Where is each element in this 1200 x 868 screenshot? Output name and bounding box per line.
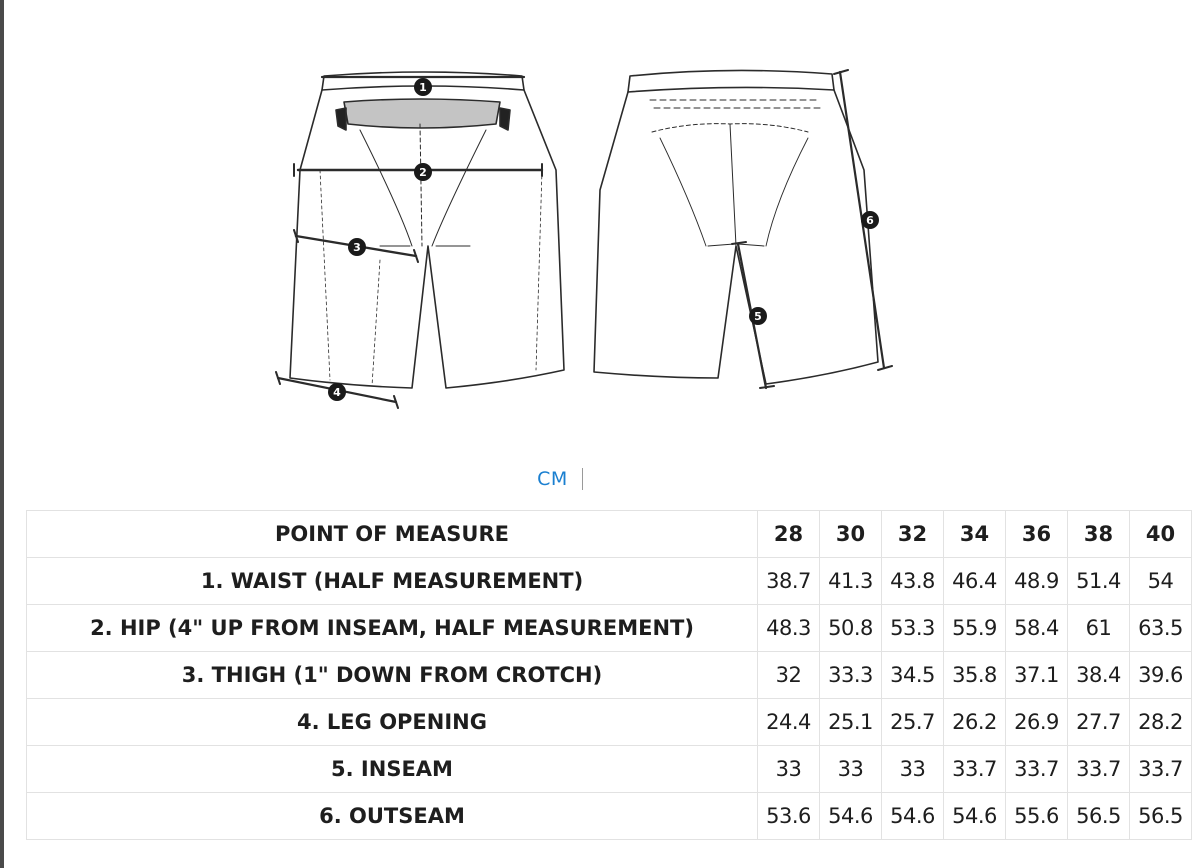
cell-value: 39.6 bbox=[1130, 652, 1192, 699]
header-size: 32 bbox=[882, 511, 944, 558]
cell-value: 54 bbox=[1130, 558, 1192, 605]
svg-text:5: 5 bbox=[754, 310, 762, 323]
cell-value: 38.4 bbox=[1068, 652, 1130, 699]
svg-text:3: 3 bbox=[353, 241, 361, 254]
row-label: 3. THIGH (1" DOWN FROM CROTCH) bbox=[27, 652, 758, 699]
marker-2 bbox=[414, 163, 432, 181]
cell-value: 51.4 bbox=[1068, 558, 1130, 605]
back-view-shorts bbox=[594, 70, 878, 384]
cell-value: 26.9 bbox=[1006, 699, 1068, 746]
unit-selector bbox=[0, 468, 1120, 490]
svg-text:4: 4 bbox=[333, 386, 341, 399]
cell-value: 38.7 bbox=[758, 558, 820, 605]
cell-value: 61 bbox=[1068, 605, 1130, 652]
cell-value: 27.7 bbox=[1068, 699, 1130, 746]
cell-value: 33.3 bbox=[820, 652, 882, 699]
table-row bbox=[27, 605, 1192, 652]
cell-value: 43.8 bbox=[882, 558, 944, 605]
cell-value: 54.6 bbox=[944, 793, 1006, 840]
cell-value: 35.8 bbox=[944, 652, 1006, 699]
header-size: 36 bbox=[1006, 511, 1068, 558]
cell-value: 33.7 bbox=[1130, 746, 1192, 793]
cell-value: 58.4 bbox=[1006, 605, 1068, 652]
marker-3 bbox=[348, 238, 366, 256]
row-label: 6. OUTSEAM bbox=[27, 793, 758, 840]
cell-value: 24.4 bbox=[758, 699, 820, 746]
cell-value: 33 bbox=[758, 746, 820, 793]
marker-4 bbox=[328, 383, 346, 401]
marker-5 bbox=[749, 307, 767, 325]
marker-1 bbox=[414, 78, 432, 96]
cell-value: 25.7 bbox=[882, 699, 944, 746]
cell-value: 50.8 bbox=[820, 605, 882, 652]
cell-value: 33.7 bbox=[1068, 746, 1130, 793]
cell-value: 33.7 bbox=[1006, 746, 1068, 793]
cell-value: 41.3 bbox=[820, 558, 882, 605]
header-size: 28 bbox=[758, 511, 820, 558]
shorts-measurement-diagram bbox=[260, 60, 940, 440]
header-size: 30 bbox=[820, 511, 882, 558]
marker-6 bbox=[861, 211, 879, 229]
cell-value: 26.2 bbox=[944, 699, 1006, 746]
header-size: 40 bbox=[1130, 511, 1192, 558]
size-chart-table bbox=[26, 510, 1192, 840]
cell-value: 63.5 bbox=[1130, 605, 1192, 652]
table-header-row bbox=[27, 511, 1192, 558]
svg-text:1: 1 bbox=[419, 81, 427, 94]
front-view-shorts bbox=[290, 72, 564, 388]
row-label: 4. LEG OPENING bbox=[27, 699, 758, 746]
table-row bbox=[27, 558, 1192, 605]
cell-value: 32 bbox=[758, 652, 820, 699]
table-row bbox=[27, 652, 1192, 699]
left-edge-rule bbox=[0, 0, 4, 868]
svg-text:2: 2 bbox=[419, 166, 427, 179]
cell-value: 33.7 bbox=[944, 746, 1006, 793]
row-label: 2. HIP (4" UP FROM INSEAM, HALF MEASUREMENT) bbox=[27, 605, 758, 652]
cell-value: 53.6 bbox=[758, 793, 820, 840]
unit-toggle-cm[interactable]: CM bbox=[537, 468, 583, 490]
row-label: 1. WAIST (HALF MEASUREMENT) bbox=[27, 558, 758, 605]
cell-value: 28.2 bbox=[1130, 699, 1192, 746]
cell-value: 55.6 bbox=[1006, 793, 1068, 840]
cell-value: 54.6 bbox=[882, 793, 944, 840]
cell-value: 56.5 bbox=[1130, 793, 1192, 840]
cell-value: 33 bbox=[820, 746, 882, 793]
cell-value: 33 bbox=[882, 746, 944, 793]
cell-value: 37.1 bbox=[1006, 652, 1068, 699]
table-row bbox=[27, 699, 1192, 746]
cell-value: 56.5 bbox=[1068, 793, 1130, 840]
header-size: 34 bbox=[944, 511, 1006, 558]
table-row bbox=[27, 746, 1192, 793]
header-point-of-measure: POINT OF MEASURE bbox=[27, 511, 758, 558]
row-label: 5. INSEAM bbox=[27, 746, 758, 793]
cell-value: 34.5 bbox=[882, 652, 944, 699]
svg-text:6: 6 bbox=[866, 214, 874, 227]
header-size: 38 bbox=[1068, 511, 1130, 558]
cell-value: 55.9 bbox=[944, 605, 1006, 652]
cell-value: 54.6 bbox=[820, 793, 882, 840]
cell-value: 48.3 bbox=[758, 605, 820, 652]
cell-value: 53.3 bbox=[882, 605, 944, 652]
cell-value: 48.9 bbox=[1006, 558, 1068, 605]
cell-value: 25.1 bbox=[820, 699, 882, 746]
cell-value: 46.4 bbox=[944, 558, 1006, 605]
table-row bbox=[27, 793, 1192, 840]
